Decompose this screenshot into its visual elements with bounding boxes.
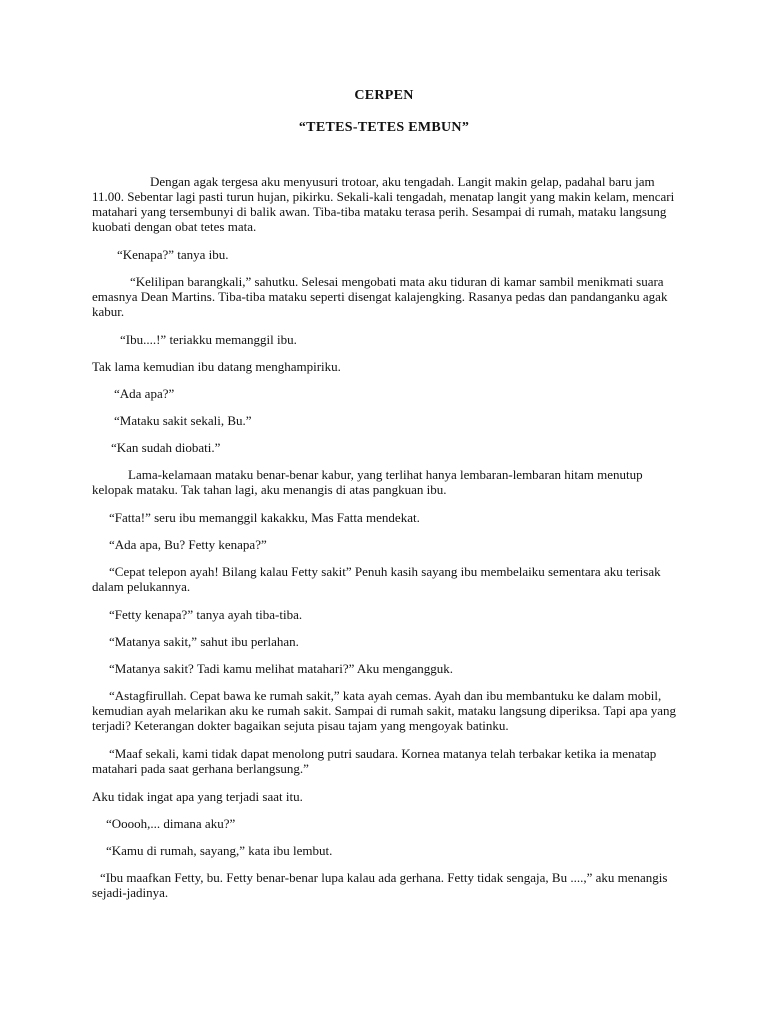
story-paragraph: “Matanya sakit? Tadi kamu melihat matahari?” Aku mengangguk.	[109, 661, 453, 676]
story-paragraph: “Ada apa, Bu? Fetty kenapa?”	[109, 537, 267, 552]
story-paragraph: “Ibu maafkan Fetty, bu. Fetty benar-benar lupa kalau ada gerhana. Fetty tidak sengaja, Bu ....,” aku menangis sejadi-jadinya.	[92, 870, 668, 900]
story-paragraph: “Kelilipan barangkali,” sahutku. Selesai mengobati mata aku tiduran di kamar sambil menikmati suara emasnya Dean Martins. Tiba-tiba mataku seperti disengat kalajengking. Rasanya pedas dan pandanganku agak kabur.	[92, 274, 668, 319]
story-paragraph: “Ada apa?”	[114, 386, 175, 401]
story-paragraph: Aku tidak ingat apa yang terjadi saat itu.	[92, 789, 303, 804]
document-title: “TETES-TETES EMBUN”	[298, 120, 470, 135]
story-paragraph: Tak lama kemudian ibu datang menghampiriku.	[92, 359, 341, 374]
story-paragraph: “Fatta!” seru ibu memanggil kakakku, Mas Fatta mendekat.	[109, 510, 420, 525]
document-label: CERPEN	[354, 88, 414, 103]
story-paragraph: “Kenapa?” tanya ibu.	[117, 247, 229, 262]
story-paragraph: “Matanya sakit,” sahut ibu perlahan.	[109, 634, 299, 649]
story-paragraph: Dengan agak tergesa aku menyusuri trotoar, aku tengadah. Langit makin gelap, padahal baru jam 11.00. Sebentar lagi pasti turun hujan, pikirku. Sekali-kali tengadah, menatap langit yang makin kelam, mencari matahari yang tersembunyi di balik awan. Tiba-tiba mataku terasa perih. Sesampai di rumah, mataku langsung kuobati dengan obat tetes mata.	[92, 174, 675, 234]
story-paragraph: “Fetty kenapa?” tanya ayah tiba-tiba.	[109, 607, 303, 622]
story-paragraph: “Ooooh,... dimana aku?”	[106, 816, 236, 831]
story-paragraph: Lama-kelamaan mataku benar-benar kabur, yang terlihat hanya lembaran-lembaran hitam menutup kelopak mataku. Tak tahan lagi, aku menangis di atas pangkuan ibu.	[92, 467, 643, 497]
story-paragraph: “Astagfirullah. Cepat bawa ke rumah sakit,” kata ayah cemas. Ayah dan ibu membantuku ke dalam mobil, kemudian ayah melarikan aku ke rumah sakit. Sampai di rumah sakit, mataku langsung diperiksa. Tapi apa yang terjadi? Keterangan dokter bagaikan sejuta pisau tajam yang mengoyak batinku.	[92, 688, 677, 733]
story-paragraph: “Cepat telepon ayah! Bilang kalau Fetty sakit” Penuh kasih sayang ibu membelaiku sementara aku terisak dalam pelukannya.	[92, 564, 661, 594]
story-body	[92, 174, 682, 912]
story-paragraph: “Mataku sakit sekali, Bu.”	[114, 413, 252, 428]
story-paragraph: “Ibu....!” teriakku memanggil ibu.	[120, 332, 297, 347]
story-paragraph: “Kan sudah diobati.”	[111, 440, 221, 455]
story-paragraph: “Kamu di rumah, sayang,” kata ibu lembut.	[106, 843, 333, 858]
story-paragraph: “Maaf sekali, kami tidak dapat menolong putri saudara. Kornea matanya telah terbakar ketika ia menatap matahari pada saat gerhana berlangsung.”	[92, 746, 657, 776]
